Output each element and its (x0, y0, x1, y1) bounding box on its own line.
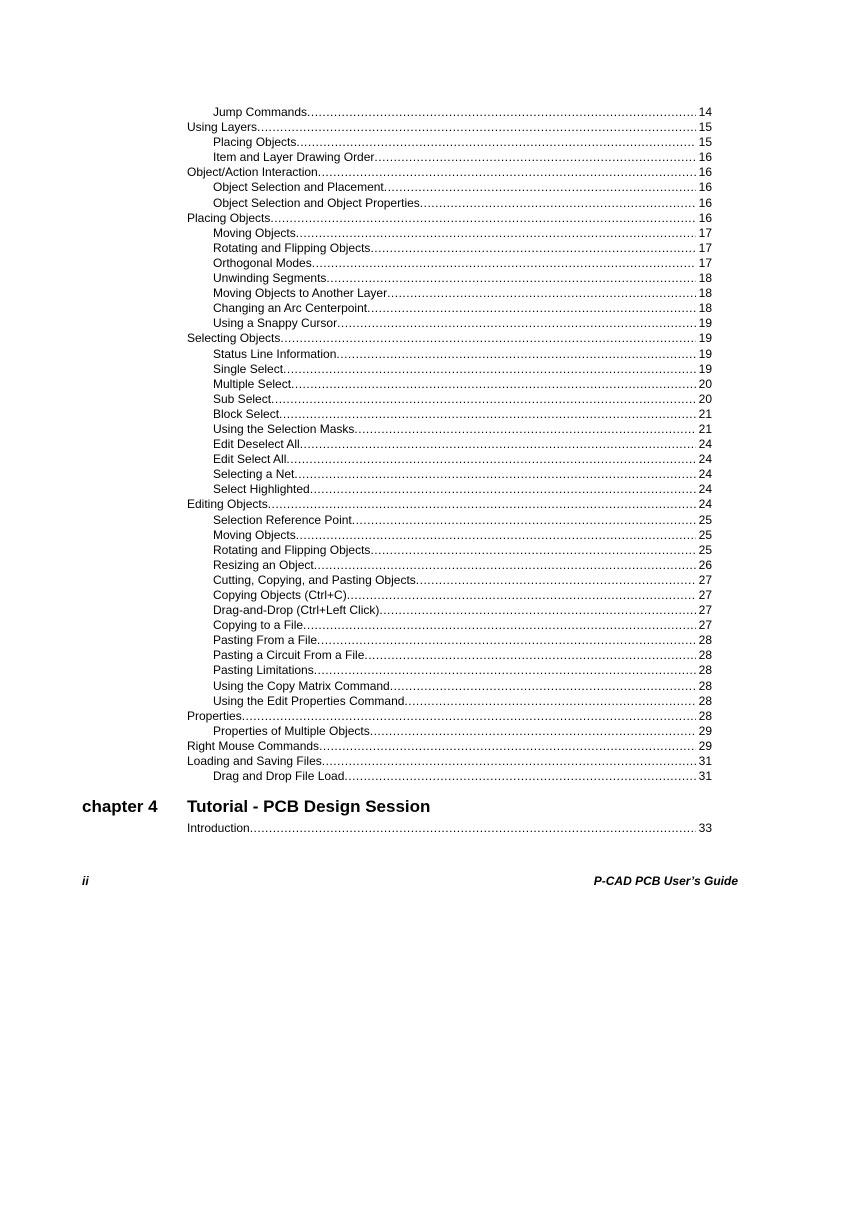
toc-entry-title: Using the Selection Masks (213, 421, 355, 436)
toc-entry (0, 301, 868, 316)
toc-entry (0, 663, 868, 678)
dot-leader (336, 347, 695, 362)
toc-entry-page: 24 (698, 437, 712, 452)
dot-leader (370, 241, 695, 256)
dot-leader (370, 724, 696, 739)
toc-entry-page: 14 (698, 105, 712, 119)
toc-entry (0, 407, 868, 422)
toc-entry-page: 27 (698, 603, 712, 618)
table-of-contents (0, 105, 868, 784)
dot-leader (268, 497, 696, 512)
toc-entry (0, 603, 868, 618)
toc-entry-title: Selecting a Net (213, 467, 295, 482)
dot-leader (390, 679, 696, 694)
toc-entry-page: 28 (698, 693, 712, 708)
footer-page-number: ii (82, 874, 89, 888)
toc-entry-title: Using a Snappy Cursor (213, 316, 338, 331)
toc-entry-title: Select Highlighted (213, 482, 310, 497)
toc-entry-title: Orthogonal Modes (213, 255, 312, 270)
toc-entry-title: Single Select (213, 361, 284, 376)
toc-entry-title: Placing Objects (187, 210, 271, 225)
toc-entry-title: Moving Objects (213, 225, 296, 240)
toc-entry-title: Resizing an Object (213, 557, 314, 572)
toc-entry-title: Status Line Information (213, 346, 337, 361)
toc-entry-title: Jump Commands (213, 105, 308, 119)
dot-leader (307, 105, 696, 120)
toc-entry (0, 331, 868, 346)
toc-entry-page: 25 (698, 527, 712, 542)
chapter-heading (0, 796, 868, 820)
dot-leader (379, 603, 695, 618)
toc-entry-page: 16 (698, 195, 712, 210)
dot-leader (416, 573, 696, 588)
toc-entry-title: Object/Action Interaction (187, 165, 318, 180)
toc-entry-title: Copying to a File (213, 618, 304, 633)
toc-entry-page: 26 (698, 557, 712, 572)
toc-entry-title: Using the Copy Matrix Command (213, 678, 390, 693)
toc-entry-page: 24 (698, 482, 712, 497)
toc-entry (0, 150, 868, 165)
dot-leader (296, 226, 696, 241)
dot-leader (319, 739, 696, 754)
dot-leader (374, 150, 695, 165)
toc-entry (0, 211, 868, 226)
dot-leader (291, 377, 696, 392)
toc-entry (0, 452, 868, 467)
toc-entry (0, 377, 868, 392)
toc-entry-page: 31 (698, 754, 712, 769)
dot-leader (344, 769, 695, 784)
toc-entry-page: 27 (698, 618, 712, 633)
toc-entry (0, 482, 868, 497)
toc-entry-title: Moving Objects (213, 527, 296, 542)
toc-entry-title: Block Select (213, 406, 280, 421)
dot-leader (384, 180, 696, 195)
toc-entry-title: Right Mouse Commands (187, 738, 320, 753)
dot-leader (312, 256, 696, 271)
dot-leader (303, 618, 696, 633)
toc-entry-page: 16 (698, 210, 712, 225)
toc-entry-page: 18 (698, 286, 712, 301)
toc-entry-title: Cutting, Copying, and Pasting Objects (213, 572, 416, 587)
toc-entry-title: Drag-and-Drop (Ctrl+Left Click) (213, 603, 380, 618)
dot-leader (271, 392, 696, 407)
dot-leader (314, 663, 696, 678)
toc-entry (0, 180, 868, 195)
chapter-entries (0, 821, 868, 836)
dot-leader (314, 558, 696, 573)
toc-entry-title: Pasting Limitations (213, 663, 314, 678)
dot-leader (420, 196, 696, 211)
toc-entry (0, 739, 868, 754)
toc-entry-title: Pasting From a File (213, 633, 318, 648)
toc-entry-title: Rotating and Flipping Objects (213, 542, 371, 557)
toc-entry (0, 633, 868, 648)
toc-entry (0, 437, 868, 452)
dot-leader (296, 528, 696, 543)
dot-leader (318, 165, 696, 180)
toc-entry-page: 24 (698, 467, 712, 482)
toc-entry (0, 618, 868, 633)
toc-entry-page: 27 (698, 588, 712, 602)
dot-leader (286, 452, 695, 467)
toc-entry (0, 769, 868, 784)
toc-entry-page: 18 (698, 301, 712, 316)
toc-entry-title: Introduction (187, 821, 250, 835)
toc-entry-page: 29 (698, 738, 712, 753)
toc-entry-page: 29 (698, 723, 712, 738)
toc-entry-title: Copying Objects (Ctrl+C) (213, 588, 347, 602)
toc-entry-title: Sub Select (213, 391, 272, 406)
toc-entry-title: Multiple Select (213, 376, 292, 391)
toc-entry (0, 120, 868, 135)
toc-entry (0, 362, 868, 377)
toc-entry (0, 256, 868, 271)
dot-leader (280, 331, 695, 346)
dot-leader (317, 633, 696, 648)
toc-entry-title: Drag and Drop File Load (213, 769, 345, 784)
toc-entry-page: 16 (698, 180, 712, 195)
dot-leader (367, 301, 696, 316)
toc-entry (0, 467, 868, 482)
toc-entry-title: Selection Reference Point (213, 512, 352, 527)
toc-entry-title: Pasting a Circuit From a File (213, 648, 365, 663)
dot-leader (242, 709, 696, 724)
dot-leader (404, 694, 695, 709)
toc-entry-title: Edit Select All (213, 452, 287, 467)
toc-entry-title: Editing Objects (187, 497, 268, 512)
toc-entry (0, 392, 868, 407)
toc-entry (0, 165, 868, 180)
chapter-label: chapter 4 (82, 797, 158, 816)
toc-entry-page: 25 (698, 542, 712, 557)
toc-entry-title: Rotating and Flipping Objects (213, 240, 371, 255)
toc-entry (0, 135, 868, 150)
toc-entry (0, 241, 868, 256)
dot-leader (296, 135, 695, 150)
chapter-title: Tutorial - PCB Design Session (187, 797, 431, 816)
toc-entry-page: 15 (698, 120, 712, 135)
toc-entry (0, 347, 868, 362)
toc-entry-page: 28 (698, 663, 712, 678)
toc-entry (0, 821, 868, 836)
toc-entry-page: 19 (698, 346, 712, 361)
toc-entry-title: Loading and Saving Files (187, 754, 322, 769)
toc-entry-title: Properties of Multiple Objects (213, 723, 370, 738)
dot-leader (364, 648, 695, 663)
dot-leader (347, 588, 696, 603)
toc-entry-title: Properties (187, 708, 242, 723)
toc-entry-page: 15 (698, 135, 712, 150)
toc-entry (0, 648, 868, 663)
toc-entry-page: 16 (698, 150, 712, 165)
toc-entry-title: Edit Deselect All (213, 437, 300, 452)
toc-entry-page: 19 (698, 361, 712, 376)
toc-entry (0, 573, 868, 588)
dot-leader (283, 362, 696, 377)
dot-leader (352, 513, 696, 528)
toc-entry (0, 754, 868, 769)
toc-entry-page: 28 (698, 648, 712, 663)
toc-entry (0, 286, 868, 301)
page-footer (0, 872, 868, 890)
dot-leader (354, 422, 695, 437)
toc-entry-page: 17 (698, 240, 712, 255)
toc-entry-page: 20 (698, 391, 712, 406)
toc-entry (0, 543, 868, 558)
toc-entry-title: Using Layers (187, 120, 258, 135)
dot-leader (322, 754, 696, 769)
toc-entry-page: 27 (698, 572, 712, 587)
dot-leader (270, 211, 695, 226)
dot-leader (337, 316, 696, 331)
dot-leader (300, 437, 696, 452)
toc-entry-page: 19 (698, 331, 712, 346)
toc-entry-page: 21 (698, 406, 712, 421)
toc-entry-page: 16 (698, 165, 712, 180)
toc-entry-title: Selecting Objects (187, 331, 281, 346)
toc-entry-title: Using the Edit Properties Command (213, 693, 405, 708)
dot-leader (387, 286, 696, 301)
toc-entry-page: 28 (698, 633, 712, 648)
toc-entry-title: Moving Objects to Another Layer (213, 286, 388, 301)
toc-entry-page: 17 (698, 225, 712, 240)
footer-book-title: P-CAD PCB User’s Guide (593, 874, 738, 888)
dot-leader (250, 821, 696, 836)
toc-entry (0, 679, 868, 694)
toc-entry-page: 19 (698, 316, 712, 331)
toc-entry (0, 497, 868, 512)
toc-entry-page: 31 (698, 769, 712, 784)
toc-entry (0, 226, 868, 241)
toc-entry-title: Item and Layer Drawing Order (213, 150, 375, 165)
toc-entry-page: 18 (698, 271, 712, 286)
toc-entry-title: Unwinding Segments (213, 271, 327, 286)
dot-leader (310, 482, 696, 497)
dot-leader (370, 543, 695, 558)
toc-entry (0, 709, 868, 724)
toc-entry-page: 21 (698, 421, 712, 436)
toc-entry-page: 20 (698, 376, 712, 391)
toc-entry (0, 724, 868, 739)
dot-leader (294, 467, 695, 482)
toc-entry-page: 28 (698, 708, 712, 723)
toc-entry (0, 558, 868, 573)
toc-entry-page: 24 (698, 497, 712, 512)
toc-entry-page: 33 (698, 821, 712, 835)
toc-entry-title: Object Selection and Object Properties (213, 195, 420, 210)
toc-entry (0, 422, 868, 437)
dot-leader (326, 271, 695, 286)
toc-entry (0, 694, 868, 709)
dot-leader (257, 120, 696, 135)
toc-entry (0, 196, 868, 211)
dot-leader (279, 407, 696, 422)
toc-entry (0, 528, 868, 543)
toc-entry-page: 17 (698, 255, 712, 270)
toc-entry (0, 105, 868, 120)
toc-entry-page: 25 (698, 512, 712, 527)
toc-entry (0, 316, 868, 331)
toc-entry (0, 513, 868, 528)
toc-entry-title: Placing Objects (213, 135, 297, 150)
toc-entry (0, 588, 868, 603)
toc-entry (0, 271, 868, 286)
toc-entry-page: 28 (698, 678, 712, 693)
toc-entry-title: Object Selection and Placement (213, 180, 384, 195)
toc-entry-page: 24 (698, 452, 712, 467)
toc-entry-title: Changing an Arc Centerpoint (213, 301, 368, 316)
